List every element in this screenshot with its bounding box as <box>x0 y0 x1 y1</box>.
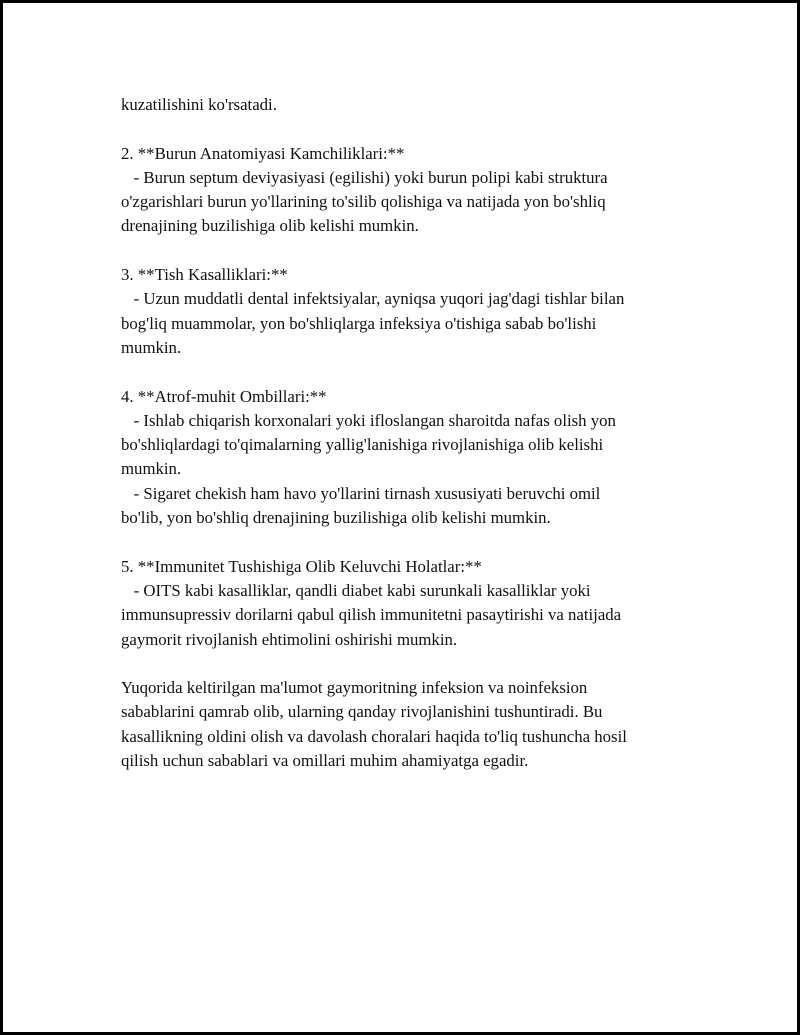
text-line: bo'lib, yon bo'shliq drenajining buzilishiga olib kelishi mumkin. <box>121 508 551 528</box>
blank-line <box>121 239 701 263</box>
document-body <box>121 93 701 773</box>
summary-line: sabablarini qamrab olib, ularning qanday rivojlanishini tushuntiradi. Bu <box>121 702 603 722</box>
summary-line: kasallikning oldini olish va davolash choralari haqida to'liq tushuncha hosil <box>121 726 627 746</box>
text-line: drenajining buzilishiga olib kelishi mumkin. <box>121 216 419 236</box>
text-line: - Burun septum deviyasiyasi (egilishi) yoki burun polipi kabi struktura <box>121 167 608 187</box>
text-line: - Ishlab chiqarish korxonalari yoki ifloslangan sharoitda nafas olish yon <box>121 410 616 430</box>
section-heading: 2. **Burun Anatomiyasi Kamchiliklari:** <box>121 143 405 163</box>
text-line: kuzatilishini ko'rsatadi. <box>121 95 277 114</box>
text-line: - Uzun muddatli dental infektsiyalar, ayniqsa yuqori jag'dagi tishlar bilan <box>121 289 625 309</box>
text-line: immunsupressiv dorilarni qabul qilish immunitetni pasaytirishi va natijada <box>121 605 622 625</box>
summary-line: Yuqorida keltirilgan ma'lumot gaymoritning infeksion va noinfeksion <box>121 678 588 698</box>
text-line: - OITS kabi kasalliklar, qandli diabet kabi surunkali kasalliklar yoki <box>121 580 591 600</box>
summary-line: qilish uchun sabablari va omillari muhim ahamiyatga egadir. <box>121 751 529 771</box>
text-line: - Sigaret chekish ham havo yo'llarini tirnash xususiyati beruvchi omil <box>121 483 601 503</box>
blank-line <box>121 117 701 141</box>
blank-line <box>121 652 701 676</box>
blank-line <box>121 530 701 554</box>
text-line: bo'shliqlardagi to'qimalarning yallig'lanishiga rivojlanishiga olib kelishi <box>121 435 604 455</box>
text-line: bog'liq muammolar, yon bo'shliqlarga infeksiya o'tishiga sabab bo'lishi <box>121 313 597 333</box>
section-heading: 5. **Immunitet Tushishiga Olib Keluvchi Holatlar:** <box>121 556 482 576</box>
section-heading: 3. **Tish Kasalliklari:** <box>121 265 288 285</box>
text-line: mumkin. <box>121 459 182 479</box>
text-line: mumkin. <box>121 337 182 357</box>
section-heading: 4. **Atrof-muhit Ombillari:** <box>121 386 327 406</box>
blank-line <box>121 360 701 384</box>
text-line: o'zgarishlari burun yo'llarining to'silib qolishiga va natijada yon bo'shliq <box>121 192 606 212</box>
text-line: gaymorit rivojlanish ehtimolini oshirishi mumkin. <box>121 629 458 649</box>
